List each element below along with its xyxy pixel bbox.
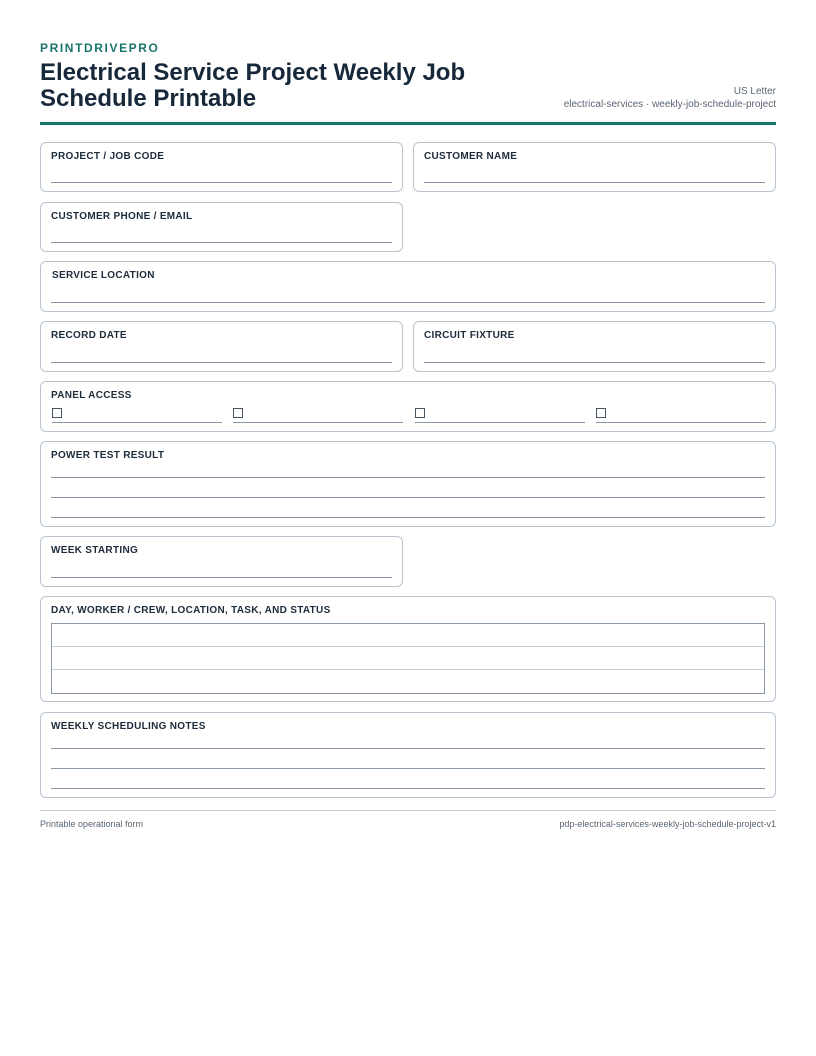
panel-access-field [40,381,776,432]
paper-size: US Letter [733,86,776,97]
schedule-table-field [40,596,776,702]
power-test-result-label: POWER TEST RESULT [51,450,165,461]
schedule-table-label: DAY, WORKER / CREW, LOCATION, TASK, AND STATUS [51,605,331,616]
table-row[interactable] [52,670,764,693]
service-location-line[interactable] [51,302,765,303]
week-starting-label: WEEK STARTING [51,545,139,556]
circuit-fixture-label: CIRCUIT FIXTURE [424,330,515,341]
footer-divider [40,810,776,811]
document-slug: electrical-services · weekly-job-schedule-project [563,99,776,110]
customer-phone-email-line[interactable] [51,242,392,243]
panel-access-option-2[interactable] [233,407,403,423]
week-starting-field[interactable] [40,536,403,587]
option-write-line[interactable] [596,422,766,423]
customer-name-line[interactable] [424,182,765,183]
footer-description: Printable operational form [40,819,144,829]
service-location-field[interactable] [40,261,776,312]
panel-access-option-4[interactable] [596,407,766,423]
circuit-fixture-line[interactable] [424,362,765,363]
power-test-result-line-1[interactable] [51,477,765,478]
table-row[interactable] [52,624,764,647]
weekly-notes-line-1[interactable] [51,748,765,749]
customer-phone-email-label: CUSTOMER PHONE / EMAIL [51,211,193,222]
footer-form-id: pdp-electrical-services-weekly-job-schedule-project-v1 [559,819,776,829]
header-divider [40,122,776,125]
weekly-notes-line-3[interactable] [51,788,765,789]
customer-phone-email-field[interactable] [40,202,403,252]
checkbox-icon[interactable] [415,408,425,418]
project-job-code-line[interactable] [51,182,392,183]
customer-name-field[interactable] [413,142,776,192]
checkbox-icon[interactable] [233,408,243,418]
checkbox-icon[interactable] [52,408,62,418]
weekly-notes-line-2[interactable] [51,768,765,769]
week-starting-line[interactable] [51,577,392,578]
power-test-result-line-3[interactable] [51,517,765,518]
document-meta [564,85,776,111]
record-date-line[interactable] [51,362,392,363]
project-job-code-label: PROJECT / JOB CODE [51,151,165,162]
option-write-line[interactable] [52,422,222,423]
checkbox-icon[interactable] [596,408,606,418]
weekly-notes-label: WEEKLY SCHEDULING NOTES [51,721,206,732]
option-write-line[interactable] [415,422,585,423]
brand-name: PRINTDRIVEPRO [40,41,160,55]
page-title: Electrical Service Project Weekly Job Schedule Printable [40,59,466,112]
record-date-label: RECORD DATE [51,330,127,341]
table-row[interactable] [52,647,764,670]
panel-access-option-3[interactable] [415,407,585,423]
record-date-field[interactable] [40,321,403,372]
panel-access-option-1[interactable] [52,407,222,423]
weekly-notes-field[interactable] [40,712,776,798]
power-test-result-line-2[interactable] [51,497,765,498]
option-write-line[interactable] [233,422,403,423]
circuit-fixture-field[interactable] [413,321,776,372]
panel-access-label: PANEL ACCESS [51,390,132,401]
service-location-label: SERVICE LOCATION [52,270,155,281]
project-job-code-field[interactable] [40,142,403,192]
power-test-result-field[interactable] [40,441,776,527]
customer-name-label: CUSTOMER NAME [424,151,518,162]
schedule-grid [51,623,765,694]
